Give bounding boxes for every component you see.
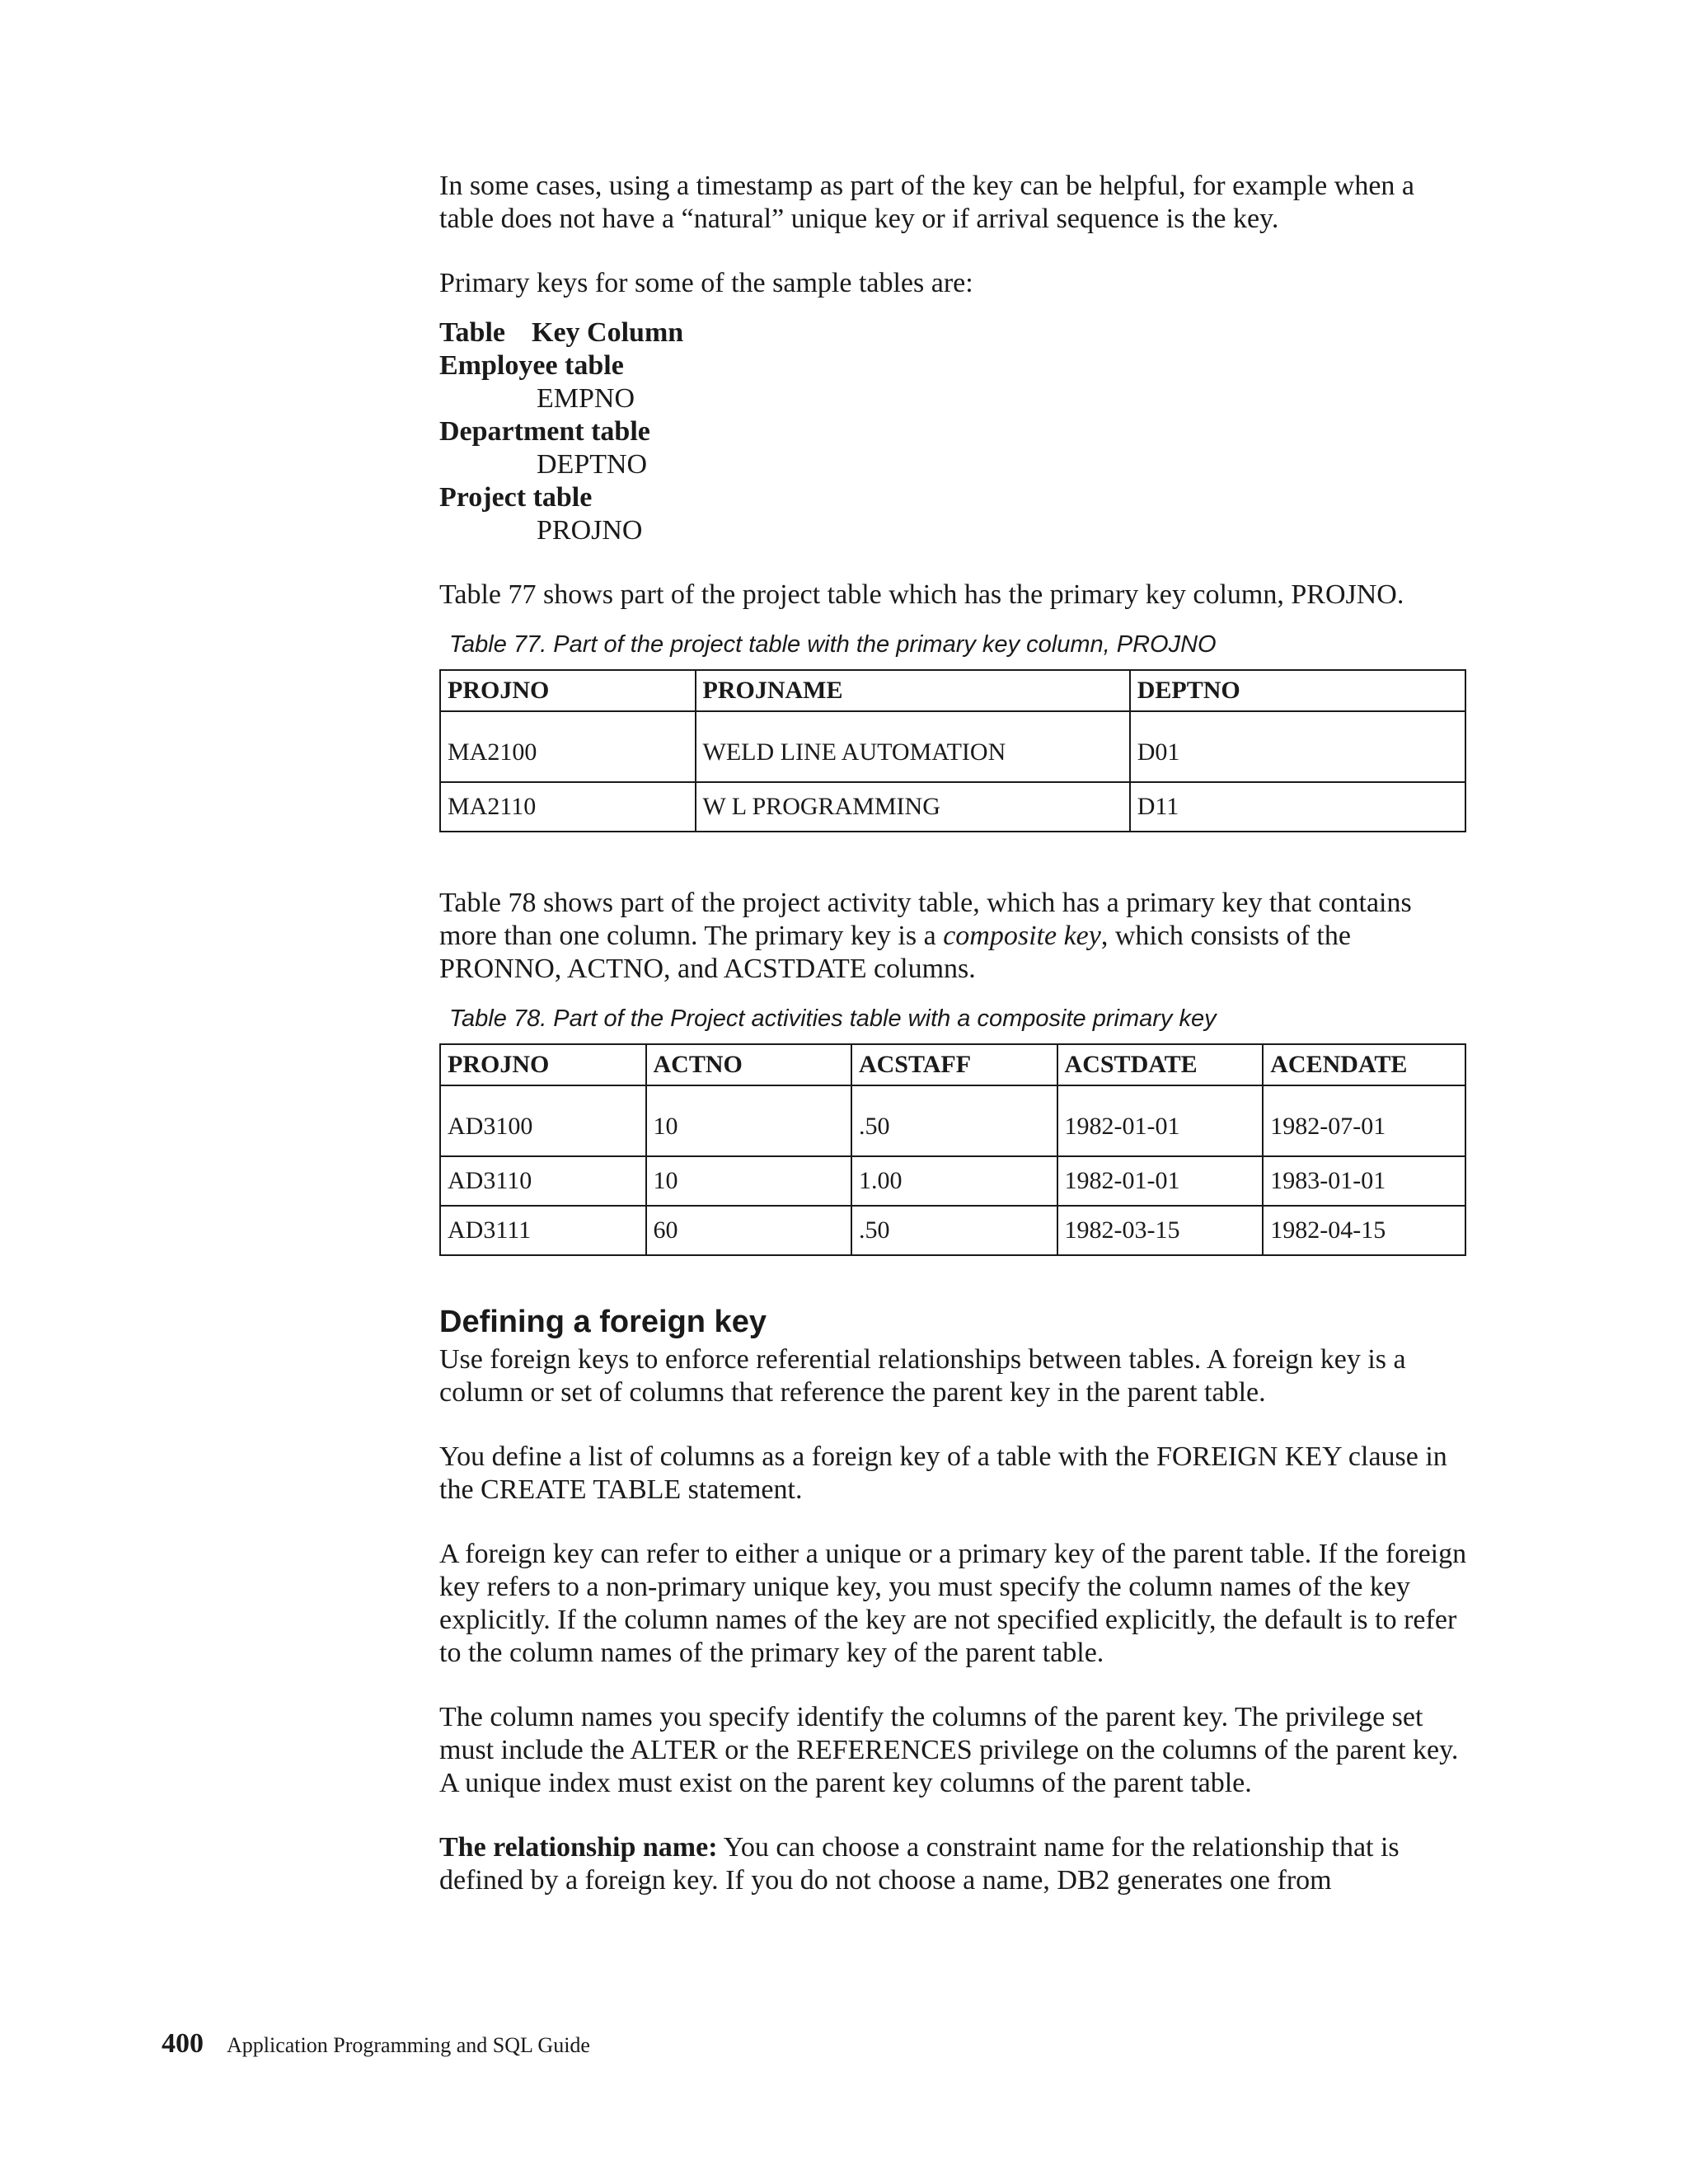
table-cell: MA2100 [440, 711, 696, 782]
book-title: Application Programming and SQL Guide [227, 2033, 590, 2057]
table-row [440, 1156, 1465, 1206]
column-header: ACENDATE [1263, 1044, 1465, 1085]
table-row [440, 1085, 1465, 1156]
key-list-definition: EMPNO [537, 383, 635, 414]
column-header: ACSTDATE [1057, 1044, 1264, 1085]
table78-intro-text-a: Table 78 shows part of the project activity table, which has a primary key that contains more than one column. The primary key is a [439, 888, 1412, 951]
column-header: PROJNO [440, 670, 696, 711]
section-heading: Defining a foreign key [439, 1305, 767, 1339]
table-cell: .50 [851, 1206, 1057, 1255]
primary-keys-intro: Primary keys for some of the sample tables are: [439, 268, 973, 298]
column-header: PROJNO [440, 1044, 646, 1085]
table-cell: 10 [646, 1156, 851, 1206]
table-row [440, 782, 1465, 832]
table-cell: 1982-01-01 [1057, 1085, 1264, 1156]
table78-caption: Table 78. Part of the Project activities table with a composite primary key [449, 1005, 1217, 1032]
page-footer [162, 2027, 590, 2062]
table-cell: 1982-07-01 [1263, 1085, 1465, 1156]
table-cell: 10 [646, 1085, 851, 1156]
table-cell: WELD LINE AUTOMATION [696, 711, 1130, 782]
table77-intro: Table 77 shows part of the project table which has the primary key column, PROJNO. [439, 579, 1404, 610]
key-list-term: Employee table [439, 350, 624, 381]
column-header: PROJNAME [696, 670, 1130, 711]
section-paragraph: You define a list of columns as a foreign key of a table with the FOREIGN KEY clause in the CREATE TABLE statement. [439, 1441, 1447, 1505]
table-cell: 1983-01-01 [1263, 1156, 1465, 1206]
table-header-row [440, 670, 1465, 711]
relationship-name-paragraph [439, 1831, 1470, 1897]
primary-key-list [439, 316, 1470, 547]
table78-intro-text-b: , which consists of the PRONNO, ACTNO, and ACSTDATE columns. [439, 921, 1351, 984]
table-cell: AD3111 [440, 1206, 646, 1255]
section-paragraph: The column names you specify identify the columns of the parent key. The privilege set must include the ALTER or the REFERENCES privilege on the columns of the parent key. A unique index must exist on the parent key columns of the parent table. [439, 1702, 1459, 1798]
table77 [439, 669, 1466, 832]
table-cell: D01 [1130, 711, 1465, 782]
table-cell: 1982-03-15 [1057, 1206, 1264, 1255]
column-header: ACSTAFF [851, 1044, 1057, 1085]
relationship-name-text: You can choose a constraint name for the relationship that is defined by a foreign key. If you do not choose a name, DB2 generates one from [439, 1832, 1400, 1896]
relationship-name-label: The relationship name: [439, 1832, 718, 1863]
table-cell: 1.00 [851, 1156, 1057, 1206]
key-list-header-table: Table [439, 317, 506, 348]
page-number: 400 [162, 2028, 204, 2059]
table-cell: W L PROGRAMMING [696, 782, 1130, 832]
table-cell: D11 [1130, 782, 1465, 832]
table-cell: 60 [646, 1206, 851, 1255]
table78-intro [439, 887, 1470, 986]
key-list-term: Project table [439, 482, 593, 513]
table-header-row [440, 1044, 1465, 1085]
key-list-definition: DEPTNO [537, 449, 648, 480]
section-paragraph: Use foreign keys to enforce referential relationships between tables. A foreign key is a column or set of columns that reference the parent key in the parent table. [439, 1344, 1406, 1408]
column-header: DEPTNO [1130, 670, 1465, 711]
composite-key-term: composite key [943, 921, 1101, 951]
table78 [439, 1043, 1466, 1256]
key-list-header-key: Key Column [532, 317, 684, 348]
table-cell: AD3100 [440, 1085, 646, 1156]
table-cell: 1982-04-15 [1263, 1206, 1465, 1255]
key-list-header [439, 316, 1470, 349]
table-row [440, 1206, 1465, 1255]
table-cell: MA2110 [440, 782, 696, 832]
table-cell: AD3110 [440, 1156, 646, 1206]
key-list-term: Department table [439, 416, 650, 447]
column-header: ACTNO [646, 1044, 851, 1085]
table-cell: .50 [851, 1085, 1057, 1156]
table-cell: 1982-01-01 [1057, 1156, 1264, 1206]
table-row [440, 711, 1465, 782]
intro-paragraph: In some cases, using a timestamp as part of the key can be helpful, for example when a table does not have a “natural” unique key or if arrival sequence is the key. [439, 171, 1414, 234]
page-content [439, 170, 1470, 1897]
key-list-definition: PROJNO [537, 515, 643, 546]
table77-caption: Table 77. Part of the project table with the primary key column, PROJNO [449, 631, 1217, 658]
section-paragraph: A foreign key can refer to either a unique or a primary key of the parent table. If the foreign key refers to a non-primary unique key, you must specify the column names of the key explicitly. If the column names of the key are not specified explicitly, the default is to refer to the column names of the primary key of the parent table. [439, 1539, 1467, 1668]
